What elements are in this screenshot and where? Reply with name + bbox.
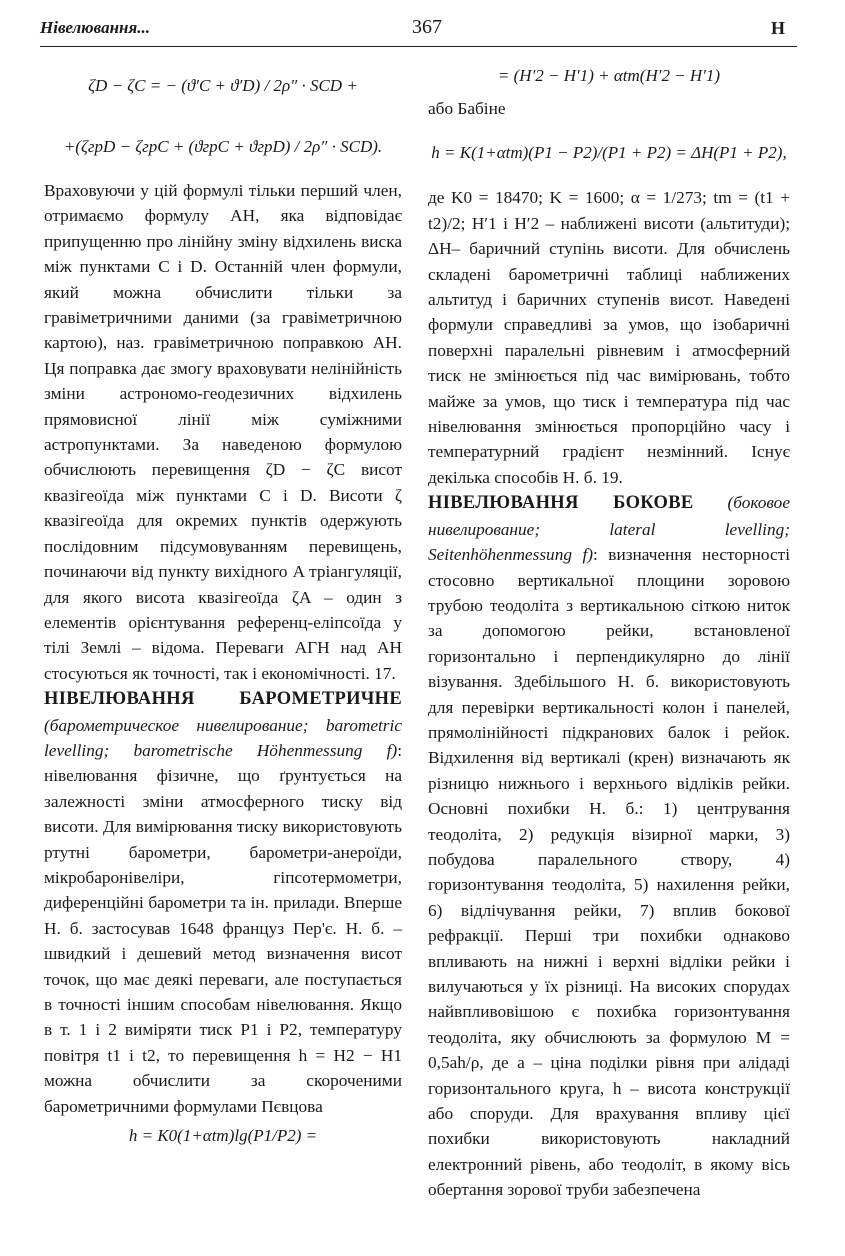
- paragraph-formula-notation: де K0 = 18470; K = 1600; α = 1/273; tm = (t1 + t2)/2; H′1 і H′2 – наближені висоти (альтитуди); ΔH– баричний ступінь висоти. Для обчислень складені барометричні таблиці наближених альтитуд і баричних ступенів висот. Наведені формули справедливі за умов, що ізобаричні поверхні паралельні рівневим і атмосферний тиск не змінюється під час вимірювань, тобто майже за умов, що тиск і температура під час нівелювання змінюється пропорційно часу і температурний градієнт незмінний. Існує декілька способів Н. б. 19.: [428, 188, 790, 487]
- term-translations: (боковое нивелирование; lateral levelling; Seitenhöhenmessung f): [428, 493, 790, 565]
- term-heading: НІВЕЛЮВАННЯ БАРОМЕТРИЧНЕ: [44, 689, 402, 710]
- page-header: [40, 14, 785, 44]
- section-letter: Н: [770, 18, 785, 38]
- running-title: Нівелювання...: [40, 18, 150, 37]
- page-number: 367: [412, 16, 442, 38]
- left-column: [44, 56, 402, 1153]
- header-rule: [40, 46, 797, 47]
- formula-gravimetric-term: +(ζгрD − ζгрC + (ϑгрC + ϑгрD) / 2ρ″ · SCD).: [63, 137, 383, 156]
- term-definition: : визначення несторності стосовно вертикальної площини зоровою трубою теодоліта з вертикальною сіткою ниток за допомогою рейки, встановленої горизонтально і перпендикулярно до лінії візування. Здебільшого Н. б. використовують для перевірки вертикальності колон і панелей, прямолінійності підкранових балок і рейок. Відхилення від вертикалі (крен) визначають як різницю нижнього і верхнього відліків рейки. Основні похибки Н. б.: 1) центрування теодоліта, 2) редукція візирної марки, 3) побудова паралельного створу, 4) горизонтування теодоліта, 5) нахилення рейки, 6) відлічування рейки, 7) вплив бокової рефракції. Перші три похибки однаково впливають на нижні і верхні відліки рейки і вилучаються у їх різниці. На високих спорудах найвпливовішою є похибка горизонтування теодоліта, яку обчислюють за формулою M = 0,5ah/ρ, де a – ціна поділки рівня при алідаді горизонтального круга, h – висота конструкції або споруди. Для врахування впливу цієї похибки використовують накладний електронний рівень, або теодоліт, в якому вісь обертання зорової труби забезпечена: [428, 545, 790, 1200]
- formula-zeta-difference: ζD − ζC = − (ϑ′C + ϑ′D) / 2ρ″ · SCD +: [88, 76, 358, 95]
- paragraph-astronomic-levelling: Враховуючи у цій формулі тільки перший член, отримаємо формулу АН, яка відповідає припущенню про лінійну зміну відхилень виска між пунктами C і D. Останній член формули, який можна обчислити тільки за гравіметричними даними (за гравіметричною картою), наз. гравіметричною поправкою АН. Ця поправка дає змогу враховувати нелінійність зміни астрономо-геодезичних відхилень прямовисної лінії між суміжними астропунктами. За наведеною формулою обчислюють перевищення ζD − ζC висот квазігеоїда між пунктами C і D. Висоти ζ квазігеоїда для окремих пунктів одержують послідовним підсумовуванням перевищень, починаючи від пункту вихідного A тріангуляції, для якого висота квазігеоїда ζA – один з елементів орієнтування референц-еліпсоїда у тілі Землі – відома. Переваги АГН над АН стосуються як точності, так і економічності. 17.: [44, 181, 402, 683]
- formula-pevtsov-continued: = (H′2 − H′1) + αtm(H′2 − H′1): [497, 66, 721, 85]
- right-column: [428, 56, 790, 1203]
- formula-babine: h = K(1+αtm)(P1 − P2)/(P1 + P2) = ΔH(P1 + P2),: [431, 143, 787, 163]
- entry-barometric-levelling: [44, 686, 402, 1119]
- formula-pevtsov: h = K0(1+αtm)lg(P1/P2) =: [128, 1126, 318, 1146]
- term-translations: (барометрическое нивелирование; barometric levelling; barometrische Höhenmessung f): [44, 715, 402, 760]
- babine-label: або Бабіне: [428, 99, 506, 118]
- term-definition: : нівелювання фізичне, що ґрунтується на залежності зміни атмосферного тиску від висоти. Для вимірювання тиску використовують ртутні барометри, барометри-анероїди, мікробаронівеліри, гіпсотермометри, диференційні барометри та ін. прилади. Вперше Н. б. застосував 1648 француз Пер'є. Н. б. – швидкий і дешевий метод визначення висот точок, що має деякі переваги, але поступається в точності іншим способам нівелювання. Якщо в т. 1 і 2 виміряти тиск P1 і P2, температуру повітря t1 і t2, то перевищення h = H2 − H1 можна обчислити за скороченими барометричними формулами Пєвцова: [44, 740, 402, 1116]
- entry-lateral-levelling: [428, 490, 790, 1202]
- term-heading: НІВЕЛЮВАННЯ БОКОВЕ: [428, 493, 694, 514]
